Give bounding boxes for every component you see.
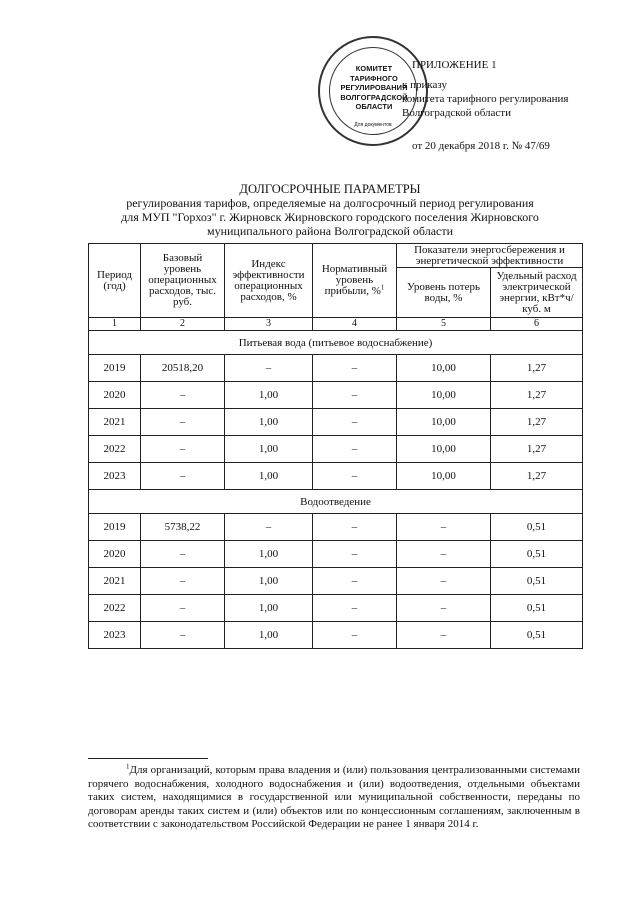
heading-line: для МУП "Горхоз" г. Жирновск Жирновского городского поселения Жирновского	[121, 210, 539, 224]
section-title: Водоотведение	[89, 490, 583, 514]
table-row	[89, 382, 583, 409]
table-row	[89, 409, 583, 436]
document-heading	[60, 182, 600, 238]
seal-sub: Для документов	[354, 122, 392, 128]
table-cell: –	[313, 355, 397, 382]
heading-line: регулирования тарифов, определяемые на долгосрочный период регулирования	[126, 196, 534, 210]
seal-line: ОБЛАСТИ	[355, 102, 393, 111]
table-cell: 2023	[89, 463, 141, 490]
table-cell: –	[313, 541, 397, 568]
header-profit-label: Нормативный уровень прибыли, %	[321, 263, 388, 297]
column-number-row	[89, 318, 583, 331]
section-row	[89, 490, 583, 514]
table-row	[89, 355, 583, 382]
table-cell: –	[141, 541, 225, 568]
table-cell: –	[225, 355, 313, 382]
table-cell: –	[397, 514, 491, 541]
footnote-ref: 1	[380, 283, 385, 292]
header-energy-group: Показатели энергосбережения и энергетической эффективности	[397, 244, 583, 268]
column-number: 6	[491, 318, 583, 331]
parameters-table	[88, 243, 583, 649]
table-row	[89, 568, 583, 595]
table-cell: –	[313, 568, 397, 595]
header-specific-consumption: Удельный расход электрической энергии, кВт*ч/куб. м	[491, 268, 583, 318]
table-row	[89, 436, 583, 463]
table-cell: –	[313, 595, 397, 622]
table-cell: 2021	[89, 409, 141, 436]
table-cell: –	[225, 514, 313, 541]
table-cell: 1,00	[225, 463, 313, 490]
section-title: Питьевая вода (питьевое водоснабжение)	[89, 331, 583, 355]
table-cell: 1,27	[491, 409, 583, 436]
seal-line: КОМИТЕТ	[355, 64, 393, 73]
header-base-costs: Базовый уровень операционных расходов, тыс. руб.	[141, 244, 225, 318]
header-period: Период (год)	[89, 244, 141, 318]
table-cell: –	[141, 622, 225, 649]
header-efficiency-index: Индекс эффективности операционных расходов, %	[225, 244, 313, 318]
footnote-separator	[88, 758, 208, 759]
table-cell: 2022	[89, 436, 141, 463]
table-cell: 1,27	[491, 382, 583, 409]
column-number: 4	[313, 318, 397, 331]
table-cell: –	[397, 568, 491, 595]
table-cell: 2021	[89, 568, 141, 595]
table-cell: 1,00	[225, 595, 313, 622]
table-row	[89, 595, 583, 622]
table-cell: –	[141, 568, 225, 595]
table-cell: –	[141, 595, 225, 622]
table-cell: –	[141, 409, 225, 436]
table-cell: 2020	[89, 382, 141, 409]
seal-line: ТАРИФНОГО	[350, 73, 398, 83]
column-number: 2	[141, 318, 225, 331]
header-profit	[313, 244, 397, 318]
appendix-region: Волгоградской области	[402, 107, 511, 119]
document-title: ДОЛГОСРОЧНЫЕ ПАРАМЕТРЫ	[239, 182, 421, 196]
footnote-text: Для организаций, которым права владения и (или) пользования централизованными системами горячего водоснабжения, холодного водоснабжения и (или) водоотведения, отдельными объектами таких систем, находящимися в государственной или муниципальной собственности, переданы по договорам аренды таких систем и (или) объектов или по концессионным соглашениям, заключенным в соответствии с законодательством Российской Федерации не ранее 1 января 2014 г.	[88, 764, 580, 831]
table-cell: 1,00	[225, 568, 313, 595]
table-cell: 1,00	[225, 409, 313, 436]
table-cell: 2019	[89, 514, 141, 541]
table-cell: 1,27	[491, 463, 583, 490]
table-cell: –	[397, 541, 491, 568]
column-number: 5	[397, 318, 491, 331]
table-cell: 2022	[89, 595, 141, 622]
appendix-committee: комитета тарифного регулирования	[402, 93, 569, 105]
table-cell: –	[141, 463, 225, 490]
table-cell: 0,51	[491, 568, 583, 595]
table-cell: 1,00	[225, 622, 313, 649]
appendix-block	[402, 58, 568, 153]
section-row	[89, 331, 583, 355]
appendix-date: от 20 декабря 2018 г. № 47/69	[412, 140, 550, 152]
table-cell: 0,51	[491, 514, 583, 541]
table-cell: 1,00	[225, 436, 313, 463]
table-cell: –	[397, 622, 491, 649]
table-row	[89, 622, 583, 649]
column-number: 3	[225, 318, 313, 331]
table-cell: 10,00	[397, 382, 491, 409]
table-cell: 1,00	[225, 382, 313, 409]
table-cell: 5738,22	[141, 514, 225, 541]
table-cell: –	[313, 514, 397, 541]
table-cell: 10,00	[397, 463, 491, 490]
table-cell: 2020	[89, 541, 141, 568]
table-cell: 20518,20	[141, 355, 225, 382]
header-water-loss: Уровень потерь воды, %	[397, 268, 491, 318]
table-cell: 1,27	[491, 355, 583, 382]
footnote-mark: 1	[126, 762, 130, 771]
table-row	[89, 514, 583, 541]
appendix-order: к приказу	[402, 79, 448, 91]
table-cell: –	[313, 622, 397, 649]
table-cell: –	[397, 595, 491, 622]
seal-line: РЕГУЛИРОВАНИЯ	[340, 83, 408, 92]
table-cell: 10,00	[397, 355, 491, 382]
seal-line: ВОЛГОГРАДСКОЙ	[340, 92, 408, 102]
heading-line: муниципального района Волгоградской области	[206, 224, 454, 238]
table-cell: 0,51	[491, 541, 583, 568]
table-cell: 2023	[89, 622, 141, 649]
table-cell: 1,27	[491, 436, 583, 463]
table-cell: 1,00	[225, 541, 313, 568]
table-cell: –	[313, 436, 397, 463]
seal-text	[340, 64, 408, 112]
table-header-row	[89, 244, 583, 268]
table-row	[89, 541, 583, 568]
appendix-title: ПРИЛОЖЕНИЕ 1	[412, 59, 497, 71]
column-number: 1	[89, 318, 141, 331]
table-cell: 10,00	[397, 409, 491, 436]
table-cell: 10,00	[397, 436, 491, 463]
footnote	[88, 764, 580, 832]
table-cell: –	[313, 463, 397, 490]
table-cell: 0,51	[491, 622, 583, 649]
table-cell: 0,51	[491, 595, 583, 622]
table-cell: –	[141, 436, 225, 463]
table-cell: –	[313, 382, 397, 409]
table-cell: 2019	[89, 355, 141, 382]
table-cell: –	[313, 409, 397, 436]
table-cell: –	[141, 382, 225, 409]
table-row	[89, 463, 583, 490]
